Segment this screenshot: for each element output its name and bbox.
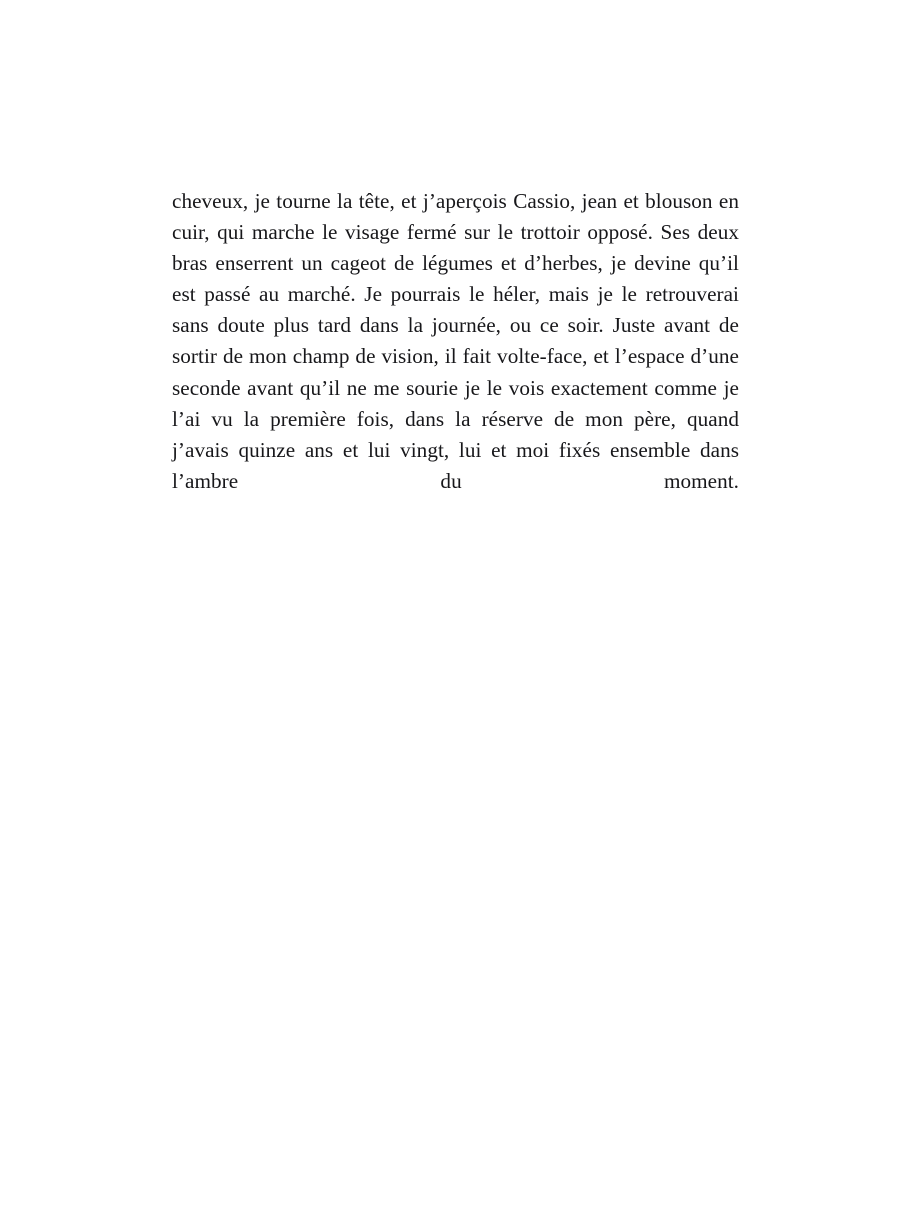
body-text-block	[172, 186, 739, 528]
body-paragraph: cheveux, je tourne la tête, et j’aperçois Cassio, jean et blouson en cuir, qui marche le visage fermé sur le trottoir opposé. Ses deux bras enserrent un cageot de légumes et d’herbes, je devine qu’il est passé au marché. Je pourrais le héler, mais je le retrouverai sans doute plus tard dans la journée, ou ce soir. Juste avant de sortir de mon champ de vision, il fait volte-face, et l’espace d’une seconde avant qu’il ne me sourie je le vois exactement comme je l’ai vu la première fois, dans la réserve de mon père, quand j’avais quinze ans et lui vingt, lui et moi fixés ensemble dans l’ambre du moment.	[172, 189, 739, 493]
